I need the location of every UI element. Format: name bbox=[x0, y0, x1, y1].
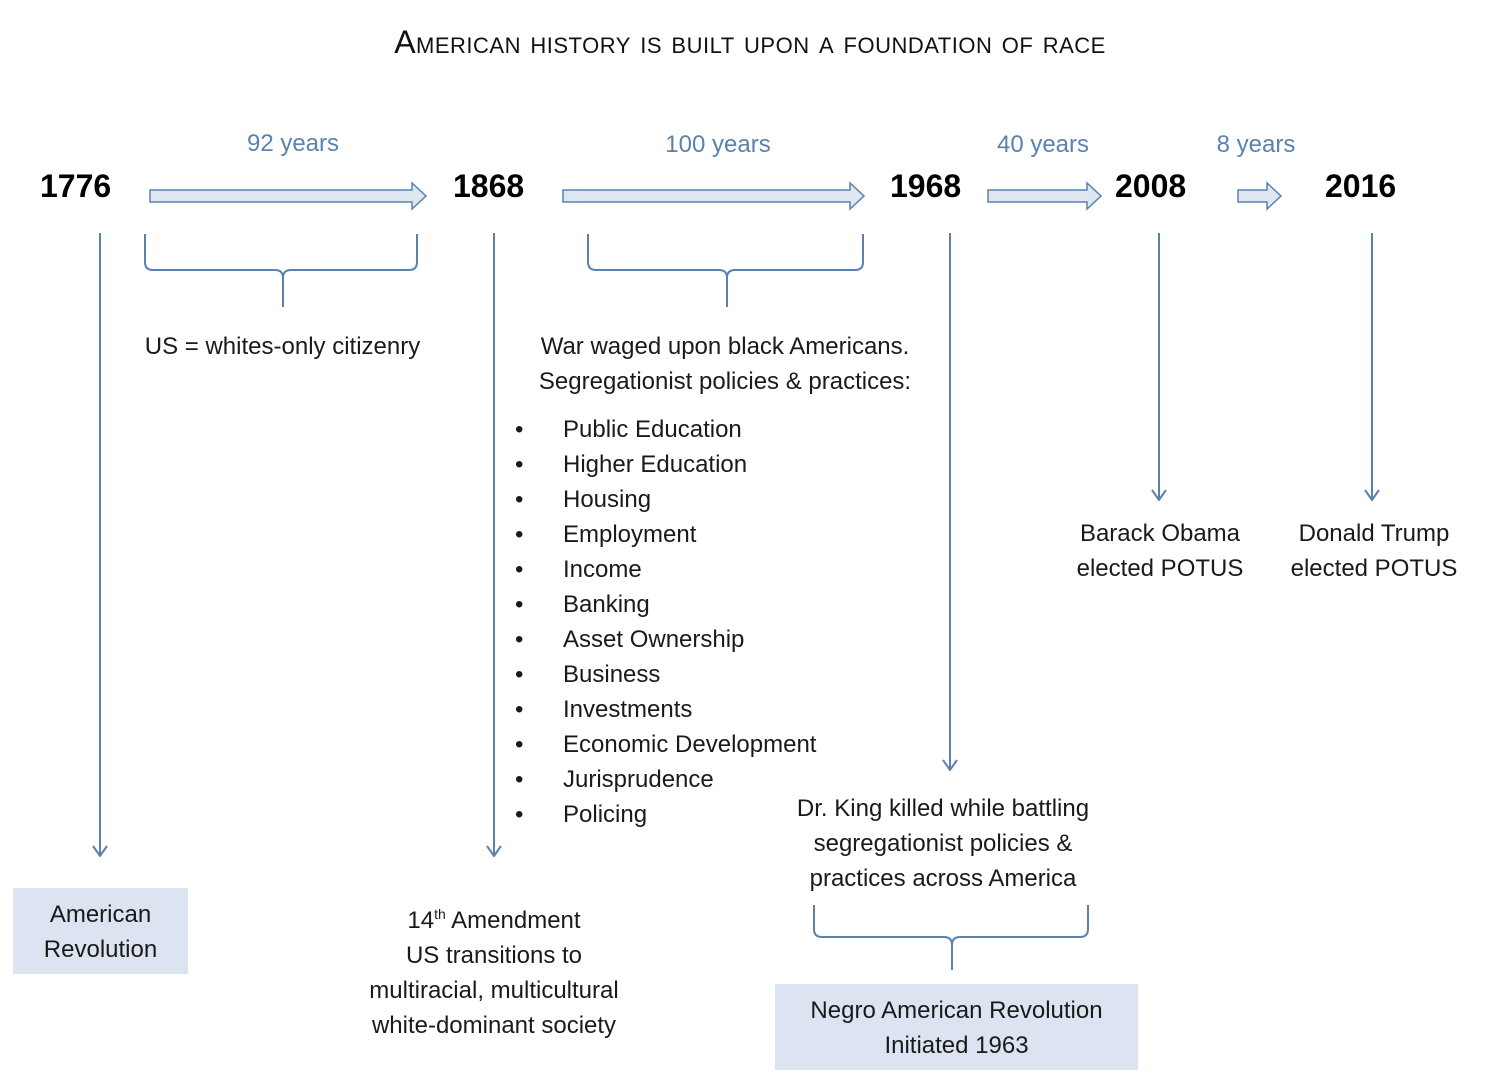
event-dr-king-line1: Dr. King killed while battling bbox=[796, 795, 1090, 822]
span-label-100: 100 years bbox=[665, 131, 771, 158]
span-label-92: 92 years bbox=[246, 130, 340, 157]
year-1968: 1968 bbox=[890, 168, 962, 204]
event-dr-king bbox=[763, 791, 1123, 896]
event-american-revolution-line1: American bbox=[49, 901, 152, 928]
brace-1868-1968 bbox=[588, 234, 863, 307]
list-item: • Employment bbox=[515, 517, 816, 552]
event-trump-line1: Donald Trump bbox=[1298, 520, 1450, 547]
brace-label-war-line1: War waged upon black Americans. bbox=[540, 333, 910, 360]
list-item: • Income bbox=[515, 552, 816, 587]
event-dr-king-line2: segregationist policies & bbox=[813, 830, 1073, 857]
year-2016: 2016 bbox=[1325, 168, 1397, 204]
event-trump-line2: elected POTUS bbox=[1290, 555, 1458, 582]
list-item: • Jurisprudence bbox=[515, 762, 816, 797]
page-title: American history is built upon a foundation of race bbox=[394, 24, 1106, 60]
event-negro-american-revolution-line1: Negro American Revolution bbox=[810, 997, 1103, 1024]
event-trump bbox=[1272, 516, 1476, 586]
event-negro-american-revolution bbox=[775, 984, 1138, 1070]
list-item: • Public Education bbox=[515, 412, 816, 447]
brace-label-whites-only: US = whites-only citizenry bbox=[144, 333, 421, 360]
policies-list bbox=[515, 412, 816, 832]
arrow-100-years bbox=[563, 183, 864, 209]
list-item: • Investments bbox=[515, 692, 816, 727]
event-14th-amendment-line2: US transitions to bbox=[405, 942, 583, 969]
list-item: • Asset Ownership bbox=[515, 622, 816, 657]
event-dr-king-line3: practices across America bbox=[809, 865, 1077, 892]
event-obama-line2: elected POTUS bbox=[1076, 555, 1244, 582]
event-14th-amendment-line4: white-dominant society bbox=[371, 1012, 617, 1039]
list-item: • Economic Development bbox=[515, 727, 816, 762]
span-label-8: 8 years bbox=[1216, 131, 1296, 158]
event-negro-american-revolution-line2: Initiated 1963 bbox=[884, 1032, 1029, 1059]
brace-label-war bbox=[490, 329, 960, 399]
event-american-revolution bbox=[13, 888, 188, 974]
brace-dr-king bbox=[814, 905, 1088, 970]
span-label-40: 40 years bbox=[996, 131, 1090, 158]
list-item: • Higher Education bbox=[515, 447, 816, 482]
event-14th-amendment-line1: 14th Amendment bbox=[407, 906, 581, 934]
list-item: • Housing bbox=[515, 482, 816, 517]
event-obama bbox=[1054, 516, 1266, 586]
list-item: • Business bbox=[515, 657, 816, 692]
event-14th-amendment bbox=[314, 897, 674, 1043]
brace-label-war-line2: Segregationist policies & practices: bbox=[538, 368, 912, 395]
list-item: • Policing bbox=[515, 797, 816, 832]
brace-1776-1868 bbox=[145, 234, 417, 307]
event-14th-amendment-line3: multiracial, multicultural bbox=[369, 977, 619, 1004]
arrow-92-years bbox=[150, 183, 426, 209]
year-2008: 2008 bbox=[1115, 168, 1187, 204]
event-obama-line1: Barack Obama bbox=[1079, 520, 1241, 547]
year-1776: 1776 bbox=[40, 168, 112, 204]
arrow-8-years bbox=[1238, 183, 1281, 209]
list-item: • Banking bbox=[515, 587, 816, 622]
event-american-revolution-line2: Revolution bbox=[43, 936, 158, 963]
year-1868: 1868 bbox=[453, 168, 525, 204]
arrow-40-years bbox=[988, 183, 1101, 209]
